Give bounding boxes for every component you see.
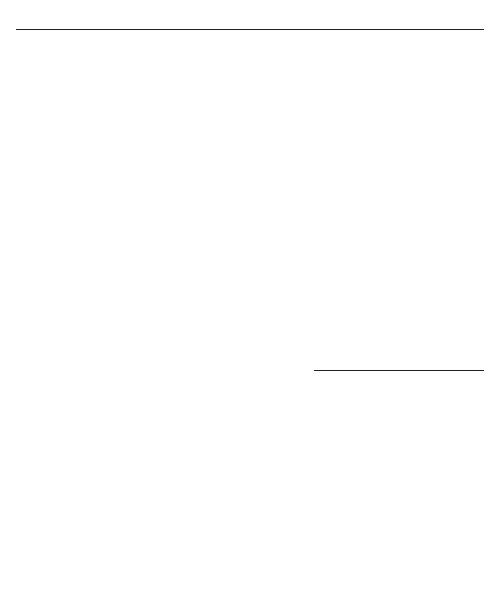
header-rule [16,29,484,30]
body-paragraph [16,170,484,341]
verse-left-3 [16,80,232,97]
section-title [16,147,484,166]
footnote-3 [16,456,484,486]
verse-left-2 [16,60,232,77]
verse-left-1 [16,40,232,57]
verse-right-1 [268,40,484,57]
page-header [16,10,484,26]
footnote-2 [16,424,484,454]
footnotes [16,377,484,548]
verse-right-2 [268,60,484,77]
poem-block [16,40,484,97]
verse-right-3 [268,80,484,97]
footnote-4 [16,488,484,548]
closing-paragraph [16,345,484,364]
footnote-rule [314,370,484,371]
intro-paragraph [16,101,484,139]
footnote-1 [16,377,484,422]
